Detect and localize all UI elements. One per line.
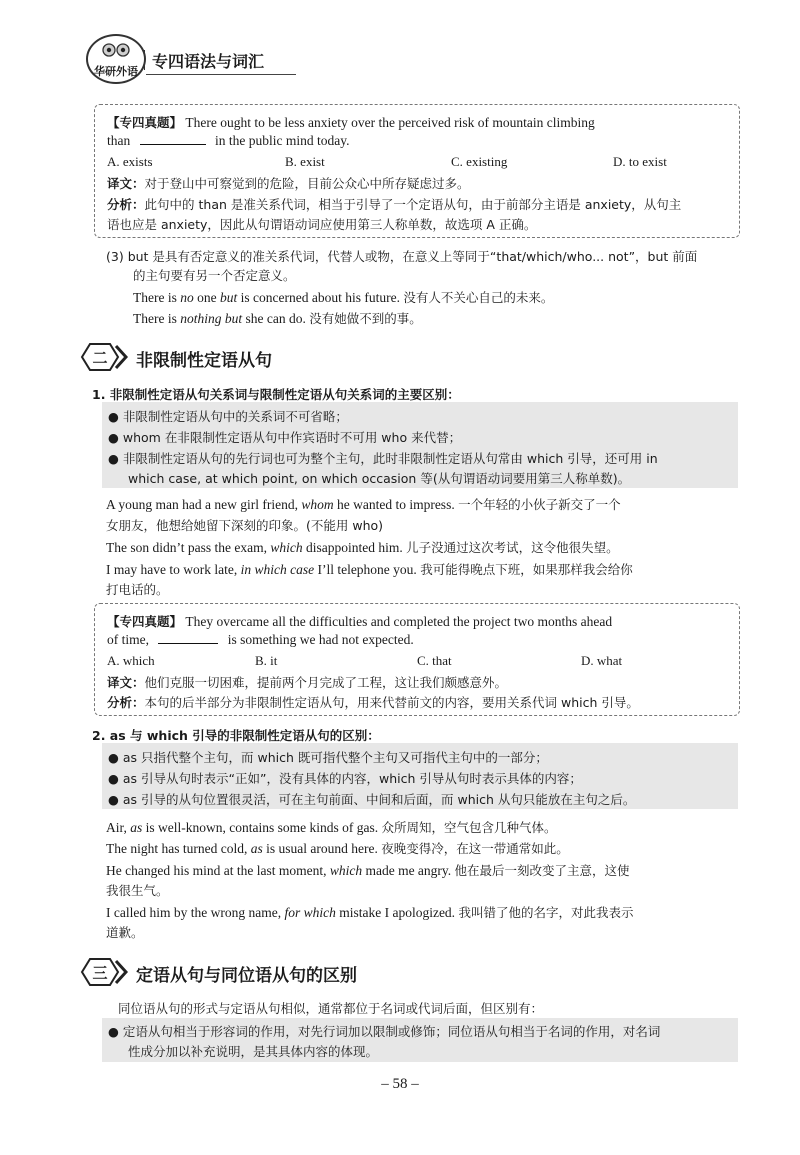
header-underline xyxy=(146,74,296,75)
example-e2 xyxy=(106,538,619,556)
e1-cn: 一个年轻的小伙子新交了一个 xyxy=(458,497,621,512)
example-f3 xyxy=(106,861,630,879)
example-f1 xyxy=(106,818,556,836)
bullet-as-1: ● as 只指代整个主句，而 which 既可指代整个主句又可指代主句中的一部分； xyxy=(108,750,548,765)
header-divider xyxy=(144,50,145,70)
exam2-analysis-text: 本句的后半部分为非限制性定语从句，用来代替前文的内容，要用关系代词 which 引导。 xyxy=(144,695,639,710)
exam1-blank xyxy=(140,144,206,145)
exam1-q2a: than xyxy=(107,133,131,148)
exam1-trans-text: 对于登山中可察觉到的危险，目前公众心中所存疑虑过多。 xyxy=(144,176,470,191)
e1-b: whom xyxy=(301,497,334,512)
exam2-option-c: C. that xyxy=(417,653,452,668)
point3-line2: 的主句要有另一个否定意义。 xyxy=(133,268,296,283)
f4-b: for which xyxy=(284,905,336,920)
ex1-chinese: 没有人不关心自己的未来。 xyxy=(403,290,554,305)
exam1-analysis-line1 xyxy=(107,195,681,213)
ex1-part-c: one xyxy=(197,290,217,305)
bullet-3: ● 非限制性定语从句的先行词也可为整个主句，此时非限制性定语从句常由 which 引导，还可用 in xyxy=(108,451,658,466)
exam1-question-line2 xyxy=(107,133,349,149)
page-number: – 58 – xyxy=(381,1076,419,1092)
section2-number: 二 xyxy=(92,349,108,367)
bullet-as-2-text: as 引导从句时表示“正如”，没有具体的内容，which 引导从句时表示具体的内容； xyxy=(122,771,582,786)
exam1-option-c: C. existing xyxy=(451,154,508,169)
e2-c: disappointed him. xyxy=(305,540,403,555)
bullet-3-text: 非限制性定语从句的先行词也可为整个主句，此时非限制性定语从句常由 which 引导，还可用 in xyxy=(122,451,658,466)
bullet-as-2: ● as 引导从句时表示“正如”，没有具体的内容，which 引导从句时表示具体的内容； xyxy=(108,771,582,786)
example-e3 xyxy=(106,560,633,578)
example-f4-cn2: 道歉。 xyxy=(106,925,144,940)
f2-b: as xyxy=(250,841,263,856)
exam1-trans-label: 译文： xyxy=(107,176,145,191)
exam1-analysis-label: 分析： xyxy=(107,197,145,212)
exam1-translation xyxy=(107,174,470,192)
logo xyxy=(86,34,146,84)
e3-cn: 我可能得晚点下班，如果那样我会给你 xyxy=(420,562,633,577)
header xyxy=(86,34,286,84)
e2-b: which xyxy=(270,540,303,555)
point3-line1 xyxy=(106,247,697,265)
exam1-tag: 【专四真题】 xyxy=(107,115,183,130)
exam-question-box-2 xyxy=(94,603,740,716)
exam2-trans-text: 他们克服一切困难，提前两个月完成了工程，这让我们颇感意外。 xyxy=(144,675,508,690)
example-f4 xyxy=(106,903,633,921)
exam1-option-b: B. exist xyxy=(285,154,325,169)
f3-cn: 他在最后一刻改变了主意，这使 xyxy=(454,863,630,878)
section2-heading xyxy=(76,341,376,373)
ex2-part-a: There is xyxy=(133,311,177,326)
frog-mascot-icon xyxy=(98,41,134,61)
exam2-analysis xyxy=(107,693,639,711)
f2-cn: 夜晚变得冷，在这一带通常如此。 xyxy=(381,841,569,856)
example-e1-cn2: 女朋友，他想给她留下深刻的印象。(不能用 who) xyxy=(106,518,384,533)
bullet-as-3-text: as 引导的从句位置很灵活，可在主句前面、中间和后面，而 which 从句只能放在主句之后。 xyxy=(122,792,636,807)
section2-title: 非限制性定语从句 xyxy=(136,351,272,371)
point3-example1 xyxy=(133,288,553,306)
bullet-2-text: whom 在非限制性定语从句中作宾语时不可用 who 来代替； xyxy=(122,430,462,445)
ex1-part-a: There is xyxy=(133,290,177,305)
f2-c: is usual around here. xyxy=(266,841,378,856)
f3-c: made me angry. xyxy=(365,863,452,878)
exam1-analysis-text1: 此句中的 than 是准关系代词，相当于引导了一个定语从句，由于前部分主语是 anxiety，从句主 xyxy=(144,197,682,212)
ex2-part-c: she can do. xyxy=(245,311,306,326)
exam2-q1: They overcame all the difficulties and completed the project two months ahead xyxy=(185,614,613,629)
exam1-option-a: A. exists xyxy=(107,154,153,169)
bullet-1: ● 非限制性定语从句中的关系词不可省略； xyxy=(108,409,348,424)
section2-subheading2: 2. as 与 which 引导的非限制性定语从句的区别： xyxy=(92,728,380,743)
point3-example2 xyxy=(133,309,422,327)
exam2-translation xyxy=(107,673,507,691)
section3-bullet-cont: 性成分加以补充说明，是其具体内容的体现。 xyxy=(128,1044,379,1059)
bullet-as-1-text: as 只指代整个主句，而 which 既可指代整个主句又可指代主句中的一部分； xyxy=(122,750,548,765)
e1-a: A young man had a new girl friend, xyxy=(106,497,298,512)
e3-c: I’ll telephone you. xyxy=(317,562,417,577)
exam2-analysis-label: 分析： xyxy=(107,695,145,710)
example-f2 xyxy=(106,839,569,857)
example-f3-cn2: 我很生气。 xyxy=(106,883,169,898)
section3-bullet-text: 定语从句相当于形容词的作用，对先行词加以限制或修饰；同位语从句相当于名词的作用，对名词 xyxy=(122,1024,661,1039)
ex1-part-e: is concerned about his future. xyxy=(240,290,400,305)
exam-question-box-1 xyxy=(94,104,740,238)
bullet-as-3: ● as 引导的从句位置很灵活，可在主句前面、中间和后面，而 which 从句只能放在主句之后。 xyxy=(108,792,636,807)
example-e1 xyxy=(106,495,621,513)
page-title: 专四语法与词汇 xyxy=(152,52,265,71)
ex2-chinese: 没有她做不到的事。 xyxy=(309,311,422,326)
f1-c: is well-known, contains some kinds of gas. xyxy=(145,820,379,835)
exam2-q2b: is something we had not expected. xyxy=(227,632,414,647)
f1-b: as xyxy=(130,820,143,835)
section3-bullet: ● 定语从句相当于形容词的作用，对先行词加以限制或修饰；同位语从句相当于名词的作用，对名词 xyxy=(108,1024,661,1039)
section3-heading xyxy=(76,956,436,988)
exam1-analysis-line2: 语也应是 anxiety，因此从句谓语动词应使用第三人称单数，故选项 A 正确。 xyxy=(107,217,537,232)
section3-title: 定语从句与同位语从句的区别 xyxy=(136,966,357,986)
e2-cn: 儿子没通过这次考试，这令他很失望。 xyxy=(406,540,619,555)
ex1-part-d: but xyxy=(219,290,238,305)
f3-a: He changed his mind at the last moment, xyxy=(106,863,327,878)
e3-a: I may have to work late, xyxy=(106,562,238,577)
section3-intro: 同位语从句的形式与定语从句相似，通常都位于名词或代词后面，但区别有： xyxy=(118,1001,544,1016)
f4-a: I called him by the wrong name, xyxy=(106,905,282,920)
f1-cn: 众所周知，空气包含几种气体。 xyxy=(381,820,557,835)
exam2-q2a: of time, xyxy=(107,632,149,647)
f4-c: mistake I apologized. xyxy=(339,905,456,920)
f4-cn: 我叫错了他的名字，对此我表示 xyxy=(458,905,634,920)
section3-number: 三 xyxy=(92,964,108,982)
exam2-question-line2 xyxy=(107,632,414,648)
e3-b: in which case xyxy=(240,562,315,577)
bullet-2: ● whom 在非限制性定语从句中作宾语时不可用 who 来代替； xyxy=(108,430,462,445)
exam2-trans-label: 译文： xyxy=(107,675,145,690)
logo-text: 华研外语 xyxy=(94,65,138,78)
exam2-option-a: A. which xyxy=(107,653,155,668)
bullet-3-cont: which case, at which point, on which occasion 等(从句谓语动词要用第三人称单数)。 xyxy=(128,471,631,486)
section2-subheading1: 1. 非限制性定语从句关系词与限制性定语从句关系词的主要区别： xyxy=(92,387,460,402)
e2-a: The son didn’t pass the exam, xyxy=(106,540,267,555)
exam2-question-line1 xyxy=(107,612,612,630)
e1-c: he wanted to impress. xyxy=(336,497,455,512)
exam2-option-d: D. what xyxy=(581,653,623,668)
point3-number: (3) xyxy=(106,249,124,264)
point3-text1: but 是具有否定意义的准关系代词，代替人或物，在意义上等同于“that/which/who... not”，but 前面 xyxy=(127,249,698,264)
exam1-q2b: in the public mind today. xyxy=(215,133,350,148)
exam2-blank xyxy=(158,643,218,644)
f2-a: The night has turned cold, xyxy=(106,841,248,856)
ex2-part-b: nothing but xyxy=(180,311,243,326)
ex1-part-b: no xyxy=(180,290,194,305)
exam1-option-d: D. to exist xyxy=(613,154,667,169)
f1-a: Air, xyxy=(106,820,127,835)
exam1-question-line1 xyxy=(107,113,595,131)
exam1-q1: There ought to be less anxiety over the perceived risk of mountain climbing xyxy=(185,115,595,130)
example-e3-cn2: 打电话的。 xyxy=(106,582,169,597)
f3-b: which xyxy=(329,863,363,878)
exam2-option-b: B. it xyxy=(255,653,278,668)
exam2-tag: 【专四真题】 xyxy=(107,614,183,629)
bullet-1-text: 非限制性定语从句中的关系词不可省略； xyxy=(122,409,348,424)
